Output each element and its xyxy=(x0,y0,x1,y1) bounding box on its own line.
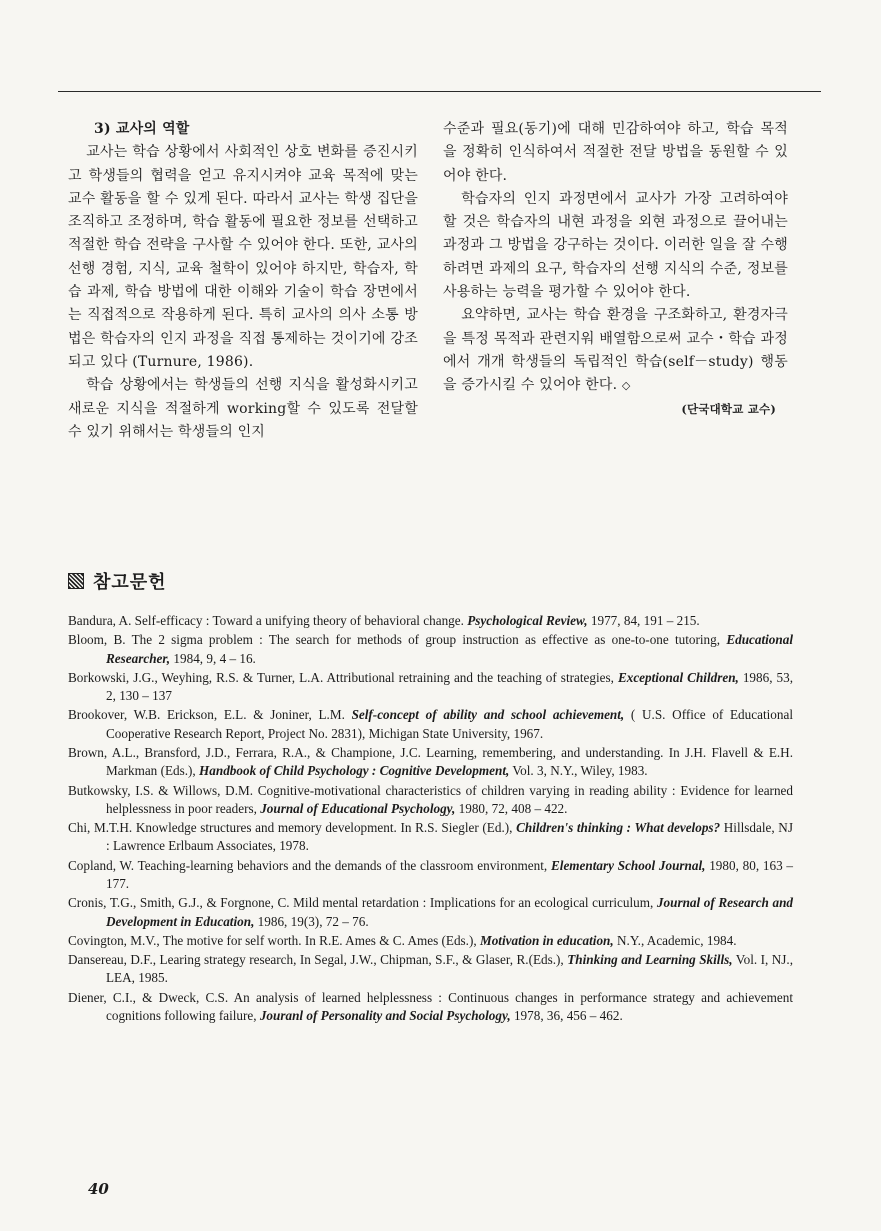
reference-title: Children's thinking : What develops? xyxy=(516,820,721,836)
reference-item xyxy=(68,669,793,706)
reference-item xyxy=(68,894,793,931)
reference-post: Hillsdale, NJ : Lawrence Erlbaum Associates, 1978. xyxy=(106,820,793,854)
reference-post: 1977, 84, 191 – 215. xyxy=(587,613,700,628)
reference-pre: Copland, W. Teaching-learning behaviors and the demands of the classroom environment, xyxy=(68,857,551,873)
reference-item xyxy=(68,631,793,668)
reference-title: Motivation in education, xyxy=(479,932,614,948)
reference-title: Educational Researcher, xyxy=(106,632,793,666)
references-heading xyxy=(68,568,167,594)
reference-item xyxy=(68,612,793,630)
left-paragraph-1: 교사는 학습 상황에서 사회적인 상호 변화를 증진시키고 학생들의 협력을 얻고 유지시켜야 교육 목적에 맞는 교수 활동을 할 수 있게 된다. 따라서 교사는 학생 집단을 조직하고 조정하며, 학습 활동에 필요한 정보를 선택하고 적절한 학습 전략을 구사할 수 있어야 한다. 또한, 교사의 선행 경험, 지식, 교육 철학이 있어야 하지만, 학습자, 학습 과제, 학습 방법에 대한 이해와 기술이 학습 장면에서는 직접적으로 작용하게 된다. 특히 교사의 의사 소통 방법은 학습자의 인지 과정을 직접 통제하는 것이기에 강조되고 있다 (Turnure, 1986). xyxy=(68,144,418,370)
page-number: 40 xyxy=(88,1180,109,1198)
reference-item xyxy=(68,706,793,743)
references-list xyxy=(68,612,793,1026)
reference-pre: Borkowski, J.G., Weyhing, R.S. & Turner, L.A. Attributional retraining and the teaching of strategies, xyxy=(68,669,618,685)
reference-item xyxy=(68,932,793,950)
reference-title: Psychological Review, xyxy=(467,613,588,628)
reference-post: 1980, 80, 163 – 177. xyxy=(106,857,794,892)
reference-post: 1978, 36, 456 – 462. xyxy=(510,1008,623,1024)
reference-pre: Bloom, B. The 2 sigma problem : The search for methods of group instruction as effective as one-to-one tutoring, xyxy=(68,632,727,648)
reference-post: 1984, 9, 4 – 16. xyxy=(170,650,256,666)
reference-post: 1986, 19(3), 72 – 76. xyxy=(254,913,369,929)
author-affiliation: (단국대학교 교수) xyxy=(681,401,776,416)
references-heading-text: 참고문헌 xyxy=(93,572,167,593)
reference-title: Journal of Educational Psychology, xyxy=(260,800,456,816)
reference-pre: Diener, C.I., & Dweck, C.S. An analysis of learned helplessness : Continuous changes in performance strategy and achievement cognitions following failure, xyxy=(68,989,793,1024)
end-mark-icon: ◇ xyxy=(621,379,631,393)
reference-pre: Bandura, A. Self-efficacy : Toward a unifying theory of behavioral change. xyxy=(68,613,468,628)
reference-post: Vol. I, NJ., LEA, 1985. xyxy=(106,952,793,986)
reference-item xyxy=(68,951,793,988)
reference-title: Jouranl of Personality and Social Psychology, xyxy=(259,1008,511,1024)
reference-post: Vol. 3, N.Y., Wiley, 1983. xyxy=(509,763,648,779)
top-rule xyxy=(58,91,821,92)
reference-title: Self-concept of ability and school achievement, xyxy=(351,707,625,723)
right-paragraph-1: 수준과 필요(동기)에 대해 민감하여야 하고, 학습 목적을 정확히 인식하여서 적절한 전달 방법을 동원할 수 있어야 한다. xyxy=(443,121,788,184)
left-column xyxy=(68,118,418,444)
reference-item xyxy=(68,744,793,781)
reference-item xyxy=(68,989,793,1026)
reference-pre: Dansereau, D.F., Learing strategy research, In Segal, J.W., Chipman, S.F., & Glaser, R.(Eds.), xyxy=(68,952,568,968)
right-column xyxy=(443,118,788,421)
right-paragraph-2: 학습자의 인지 과정면에서 교사가 가장 고려하여야 할 것은 학습자의 내현 과정을 외현 과정으로 끌어내는 과정과 그 방법을 강구하는 것이다. 이러한 일을 잘 수행하려면 과제의 요구, 학습자의 선행 지식의 수준, 정보를 사용하는 능력을 평가할 수 있어야 한다. xyxy=(443,190,788,301)
reference-post: 1980, 72, 408 – 422. xyxy=(455,800,568,816)
reference-pre: Brown, A.L., Bransford, J.D., Ferrara, R.A., & Champione, J.C. Learning, remembering, and understanding. In J.H. Flavell & E.H. Markman (Eds.), xyxy=(68,744,793,779)
reference-title: Journal of Research and Development in Education, xyxy=(106,895,793,929)
reference-pre: Chi, M.T.H. Knowledge structures and memory development. In R.S. Siegler (Ed.), xyxy=(68,820,517,836)
reference-post: N.Y., Academic, 1984. xyxy=(613,932,737,948)
hatched-square-icon xyxy=(68,573,84,589)
reference-item xyxy=(68,857,793,894)
reference-item xyxy=(68,782,793,819)
reference-pre: Brookover, W.B. Erickson, E.L. & Joniner, L.M. xyxy=(68,707,352,723)
reference-title: Elementary School Journal, xyxy=(550,857,706,873)
reference-pre: Butkowsky, I.S. & Willows, D.M. Cognitive-motivational characteristics of children varying in reading ability : Evidence for learned helplessness in poor readers, xyxy=(68,782,793,816)
reference-title: Exceptional Children, xyxy=(617,669,739,685)
reference-title: Thinking and Learning Skills, xyxy=(567,952,733,968)
right-paragraph-3-text: 요약하면, 교사는 학습 환경을 구조화하고, 환경자극을 특정 목적과 관련지워 배열함으로써 교수・학습 과정에서 개개 학생들의 독립적인 학습(self－study) 행동을 증가시킬 수 있어야 한다. xyxy=(443,307,788,394)
reference-pre: Cronis, T.G., Smith, G.J., & Forgnone, C. Mild mental retardation : Implications for an ecological curriculum, xyxy=(68,895,657,911)
reference-item xyxy=(68,819,793,856)
reference-pre: Covington, M.V., The motive for self worth. In R.E. Ames & C. Ames (Eds.), xyxy=(68,932,480,948)
reference-post: ( U.S. Office of Educational Cooperative Research Report, Project No. 2831), Michigan State University, 1967. xyxy=(106,707,793,741)
reference-post: 1986, 53, 2, 130 – 137 xyxy=(106,669,794,704)
right-paragraph-3 xyxy=(443,304,788,397)
section-heading: 3) 교사의 역할 xyxy=(94,121,190,137)
left-paragraph-2: 학습 상황에서는 학생들의 선행 지식을 활성화시키고 새로운 지식을 적절하게 working할 수 있도록 전달할 수 있기 위해서는 학생들의 인지 xyxy=(68,377,418,440)
reference-title: Handbook of Child Psychology : Cognitive Development, xyxy=(199,763,510,779)
